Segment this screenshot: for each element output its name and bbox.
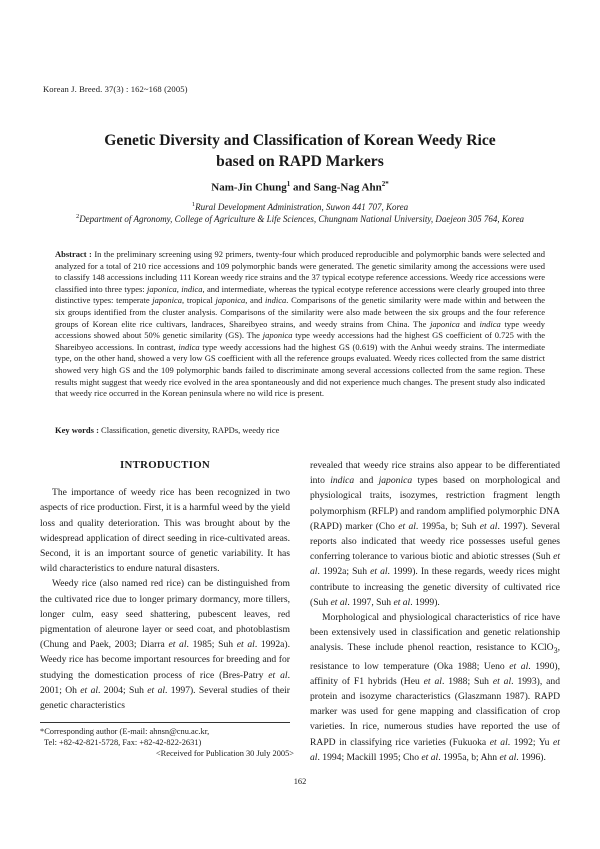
- right-column: [310, 458, 560, 765]
- affiliation-text: Rural Development Administration, Suwon 441 707, Korea: [195, 202, 409, 212]
- paragraph: [40, 576, 290, 713]
- paragraph-text: The importance of weedy rice has been recognized in two aspects of rice production. First, it is a harmful weed by the yield loss and quality deterioration. This was brought about by the widespread application of direct seeding in rice-cultivated areas. Second, it is an important source of genetic variability. It has wild characteristics to endure natural disasters.: [40, 487, 290, 575]
- species-term: indica: [479, 318, 501, 329]
- species-term: japonica: [215, 295, 246, 306]
- paragraph: [310, 458, 560, 610]
- paragraph-text: Morphological and physiological characteristics of rice have been extensively used in classification and genetic relationship analysis. These include phenol reaction, resistance to KClO: [310, 612, 560, 654]
- affiliation-1: [0, 201, 600, 212]
- species-term: japonica: [147, 283, 177, 294]
- species-term: japonica: [152, 295, 183, 306]
- paragraph-text: . 1994; Mackill 1995; Cho: [317, 751, 422, 763]
- paragraph-text: . 1997, Suh: [347, 596, 394, 608]
- paragraph-text: . 1992a). Weedy rice has become important resources for breeding and for studying the domestication process of rice (Bres-Patry: [40, 639, 290, 681]
- paragraph-text: revealed that weedy rice strains also appear to be differentiated into: [310, 460, 560, 487]
- abstract-text: ,: [176, 283, 182, 294]
- paper-title: [0, 130, 600, 172]
- abstract-text: In the preliminary screening using 92 primers, twenty-four which produced reproducible and polymorphic bands were selected and analyzed for a total of 210 rice accessions and 109 polymorphic bands were generated. The genetic similarity among the accessions were used to classify 148 accessions including 111 Korean weedy rice strains and the 37 typical ecotype reference accessions. Weedy rice accessions were classified into three types:: [55, 249, 545, 294]
- abstract-text: type weedy accessions had the highest GS coefficient of 0.725 with the Shareibyeo accessions. In contrast,: [55, 330, 546, 352]
- author-name: Sang-Nag Ahn: [313, 181, 382, 194]
- chemical-subscript: 3: [553, 646, 558, 656]
- et-al: et al: [236, 639, 255, 651]
- et-al: et al: [421, 751, 439, 763]
- title-line-1: Genetic Diversity and Classification of Korean Weedy Rice: [104, 132, 496, 149]
- left-column: [40, 458, 290, 713]
- paragraph-text: . 1988; Suh: [441, 675, 493, 687]
- corresponding-author: *Corresponding author (E-mail: ahnsn@cnu.ac.kr,: [40, 727, 210, 736]
- keywords-text: Classification, genetic diversity, RAPDs, weedy rice: [98, 425, 280, 435]
- paragraph-text: . 1999). In these regards, weedy rices might contribute to increasing the genetic diversity of cultivated rice (Suh: [310, 566, 560, 608]
- paragraph-text: . 1996).: [516, 751, 546, 763]
- keywords-label: Key words :: [55, 425, 99, 435]
- abstract-text: , and: [245, 295, 266, 306]
- paragraph-text: and: [354, 475, 379, 487]
- abstract-text: . Comparisons of the genetic similarity were made within and between the six groups identified from the cluster analysis. Comparisons of the similarity were also made between the six groups and the four reference groups of Korean elite rice cultivars, landraces, Shareibyeo strains, and weedy strains from China. The: [55, 295, 545, 329]
- species-term: indica: [330, 475, 355, 487]
- affiliation-2: [0, 213, 600, 224]
- paragraph-text: . 1992a; Suh: [317, 566, 371, 578]
- et-al: et al: [479, 520, 498, 532]
- species-term: indica: [181, 283, 203, 294]
- author-conjunction: and: [290, 181, 314, 194]
- paragraph-text: . 2001; Oh: [40, 669, 290, 696]
- et-al: et al: [310, 736, 560, 763]
- paragraph-text: . 1995a, b; Suh: [415, 520, 480, 532]
- et-al: et al: [423, 675, 442, 687]
- paragraph-text: types based on morphological and physiological traits, isozymes, restriction fragment length polymorphism (RFLP) and random amplified polymorphic DNA (RAPD) marker (Cho: [310, 475, 561, 532]
- title-line-2: based on RAPD Markers: [216, 153, 384, 170]
- paragraph-text: . 1997). Several studies of their genetic characteristics: [40, 684, 290, 712]
- author-affiliation-mark: 2*: [381, 180, 389, 188]
- paragraph: [310, 610, 560, 765]
- et-al: et al: [330, 596, 348, 608]
- abstract: [55, 249, 545, 400]
- species-term: indica: [178, 341, 200, 352]
- received-date: <Received for Publication 30 July 2005>: [155, 749, 294, 759]
- species-term: japonica: [378, 475, 413, 487]
- et-al: et al: [398, 520, 416, 532]
- paragraph: [40, 485, 290, 576]
- et-al: et al: [509, 660, 529, 672]
- species-term: japonica: [430, 318, 460, 329]
- abstract-text: type weedy accessions had the highest GS (0.619) with the Anhui weedy strains. The intermediate type, on the other hand, showed a very low GS coefficient with all the reference groups evaluated. Weedy rices collected from the same district showed very high GS and the 109 polymorphic bands failed to discriminate among several accessions collected from the same region. These results might suggest that weedy rice evolved in the area spontaneously and did not experience much changes. The present study also indicated that weedy rice occurred in the Korean peninsula where no wild rice is present.: [55, 341, 546, 399]
- et-al: et al: [310, 551, 560, 578]
- et-al: et al: [492, 675, 512, 687]
- footnote-divider: [40, 722, 290, 723]
- paragraph-text: . 1990), affinity of F1 hybrids (Heu: [310, 660, 560, 687]
- et-al: et al: [370, 566, 388, 578]
- et-al: et al: [147, 684, 166, 696]
- species-term: japonica: [262, 330, 293, 341]
- paragraph-text: . 2004; Suh: [98, 684, 148, 696]
- affiliation-mark: 2: [75, 213, 80, 220]
- author-list: [0, 180, 600, 194]
- abstract-text: and: [459, 318, 480, 329]
- paragraph-text: , resistance to low temperature (Oka 1988; Ueno: [310, 642, 560, 672]
- affiliation-text: Department of Agronomy, College of Agriculture & Life Sciences, Chungnam National University, Daejeon 305 764, Korea: [79, 214, 525, 224]
- paragraph-text: . 1997). Several reports also indicated that weedy rice possesses useful genes conferring tolerance to various biotic and abiotic stresses (Suh: [310, 520, 560, 563]
- paragraph-text: . 1993), and protein and isozyme characteristics (Glaszmann 1987). RAPD marker was used for gene mapping and classification of crop varieties. In rice, numerous studies have reported the use of RAPD in classifying rice varieties (Fukuoka: [310, 675, 560, 748]
- contact-numbers: Tel: +82-42-821-5728, Fax: +82-42-822-2631): [44, 738, 202, 748]
- page-number: 162: [293, 777, 307, 786]
- et-al: et al: [168, 639, 187, 651]
- et-al: et al: [489, 736, 508, 748]
- paragraph-text: Weedy rice (also named red rice) can be distinguished from the cultivated rice due to longer primary dormancy, more tillers, longer culm, easy seed shattering, pubescent leaves, red pigmentation of aleurone layer or seed coat, and photoblastism (Chung and Paek, 2003; Diarra: [40, 578, 290, 651]
- author-name: Nam-Jin Chung: [211, 181, 287, 194]
- abstract-text: type weedy accessions showed about 50% genetic similarity (GS). The: [55, 318, 545, 341]
- footnote: [40, 726, 294, 760]
- species-term: indica: [265, 295, 287, 306]
- abstract-label: Abstract :: [55, 249, 92, 259]
- keywords: [55, 425, 545, 435]
- et-al: et al: [499, 751, 517, 763]
- et-al: et al: [268, 669, 288, 681]
- et-al: et al: [80, 684, 99, 696]
- abstract-text: , tropical: [182, 295, 216, 306]
- journal-reference: Korean J. Breed. 37(3) : 162~168 (2005): [43, 84, 188, 94]
- paragraph-text: . 1995a, b; Ahn: [438, 751, 500, 763]
- paragraph-text: . 1992; Yu: [507, 736, 554, 748]
- author-affiliation-mark: 1: [286, 180, 291, 188]
- paragraph-text: . 1985; Suh: [186, 639, 237, 651]
- abstract-text: , and intermediate, whereas the typical ecotype reference accessions were clearly grouped into three distinctive types: temperate: [55, 283, 545, 306]
- paragraph-text: . 1999).: [410, 596, 440, 608]
- section-heading-introduction: INTRODUCTION: [120, 459, 210, 471]
- et-al: et al: [393, 596, 411, 608]
- affiliation-mark: 1: [191, 201, 196, 208]
